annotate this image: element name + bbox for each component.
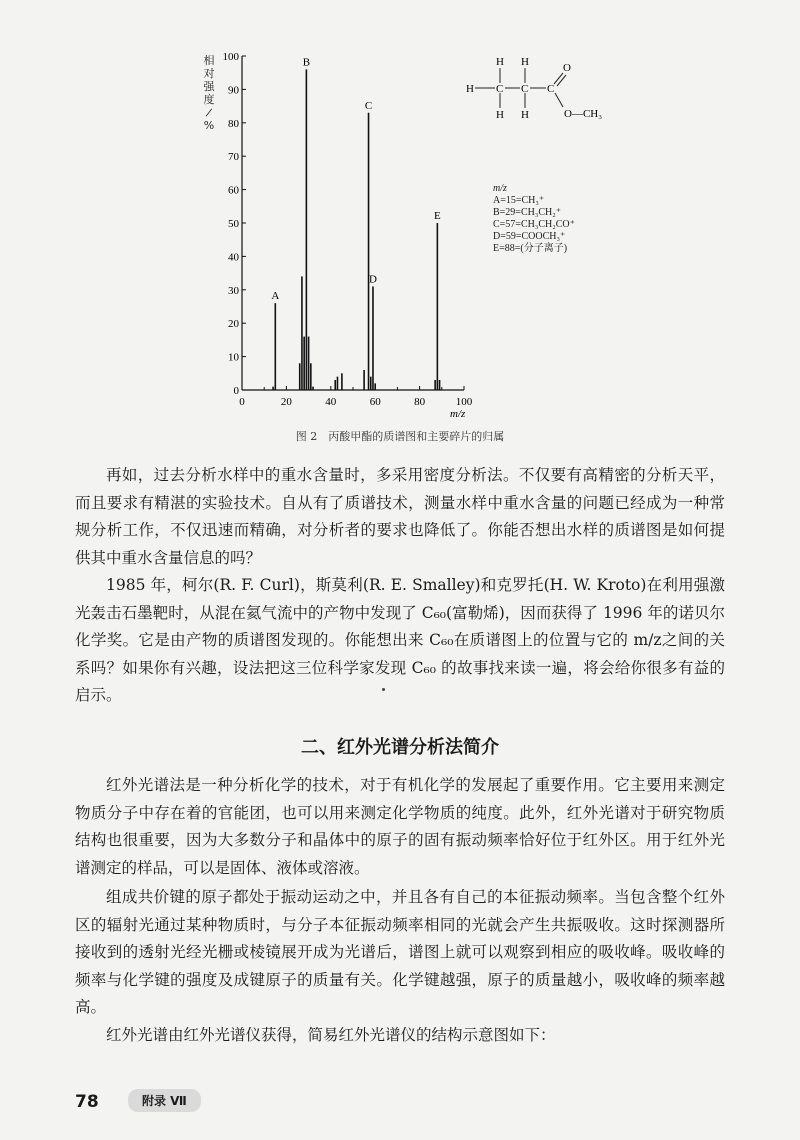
atom-c: C [496,83,504,95]
legend-item: A=15=CH₃⁺ [493,195,545,206]
y-tick-label: 50 [228,218,239,230]
atom-o: O [563,62,571,74]
x-tick-label: 20 [280,396,292,408]
peak-label: B [302,56,311,69]
atom-c: C [521,83,529,95]
y-axis-label-char: % [203,119,215,132]
x-axis-label: m/z [450,408,466,420]
y-tick-label: 10 [228,351,239,364]
section-badge: 附录 Ⅶ [128,1089,201,1112]
paragraph [75,462,725,572]
paragraph [75,884,725,1022]
stray-mark [382,688,385,691]
y-axis-label-char: 强 [203,80,215,93]
y-tick-label: 70 [228,151,239,164]
y-tick-label: 30 [228,284,239,297]
y-axis-label-char: 度 [203,93,215,106]
legend-item: B=29=CH₃CH₂⁺ [493,207,561,218]
atom-h: H [521,56,529,68]
y-tick-label: 60 [228,184,239,197]
double-bond [554,73,563,84]
y-tick-label: 20 [228,318,239,331]
legend-item: C=57=CH₃CH₂CO⁺ [493,219,575,230]
x-tick-label: 60 [369,396,381,408]
peak-label: C [364,99,373,112]
figure-caption: 图 2 丙酸甲酯的质谱图和主要碎片的归属 [295,430,505,443]
paragraph [75,772,725,882]
peak-label: E [433,210,441,222]
atom-h: H [466,83,474,95]
x-tick-label: 0 [239,396,245,408]
paragraph-text: 组成共价键的原子都处于振动运动之中，并且各有自己的本征振动频率。当包含整个红外区的辐射光通过某种物质时，与分子本征振动频率相同的光就会产生共振吸收。这时探测器所接收到的透射光经光栅或棱镜展开成为光谱后，谱图上就可以观察到相应的吸收峰。吸收峰的频率与化学键的强度及成键原子的质量有关。化学键越强，原子的质量越小，吸收峰的频率越高。 [75,888,725,1016]
x-tick-label: 80 [414,396,426,408]
atom-c: C [547,83,555,95]
y-axis-label-char: / [205,105,213,120]
methyl-propanoate-structure [462,55,632,130]
section-heading: 二、红外光谱分析法简介 [301,737,499,758]
bond [555,93,563,107]
paragraph [75,572,725,710]
atom-h: H [521,109,529,121]
atom-h: H [496,56,504,68]
y-tick-label: 0 [233,385,239,397]
double-bond [557,75,566,86]
y-axis-label [201,54,217,132]
paragraph-text: 红外光谱由红外光谱仪获得，简易红外光谱仪的结构示意图如下： [106,1026,556,1044]
peak-label: A [271,290,280,303]
y-tick-label: 40 [228,251,239,264]
x-tick-label: 100 [455,396,473,408]
methoxy-group: O—CH₃ [564,108,603,120]
paragraph-text: 红外光谱法是一种分析化学的技术，对于有机化学的发展起了重要作用。它主要用来测定物质分子中存在着的官能团，也可以用来测定化学物质的纯度。此外，红外光谱对于研究物质结构也很重要，因为大多数分子和晶体中的原子的固有振动频率恰好位于红外区。用于红外光谱测定的样品，可以是固体、液体或溶液。 [75,776,725,877]
legend-item: E=88=(分子离子) [493,243,568,254]
paragraph-text: 1985 年，柯尔(R. F. Curl)，斯莫利(R. E. Smalley)和克罗托(H. W. Kroto)在利用强激光轰击石墨靶时，从混在氦气流中的产物中发现了 C₆₀(富勒烯)，因而获得了 1996 年的诺贝尔化学奖。它是由产物的质谱图发现的。你能想出来 C₆₀在质谱图上的位置与它的 m/z之间的关系吗？如果你有兴趣，设法把这三位科学家发现 C₆₀ 的故事找来读一遍，将会给你很多有益的启示。 [75,576,725,704]
peak-label: D [369,273,377,286]
y-axis-label-char: 相 [203,54,215,67]
paragraph-text: 再如，过去分析水样中的重水含量时，多采用密度分析法。不仅要有高精密的分析天平，而且要求有精湛的实验技术。自从有了质谱技术，测量水样中重水含量的问题已经成为一种常规分析工作，不仅迅速而精确，对分析者的要求也降低了。你能否想出水样的质谱图是如何提供其中重水含量信息的吗？ [75,466,725,567]
y-tick-label: 90 [228,84,239,97]
y-tick-label: 80 [228,117,239,130]
fragment-legend [493,183,575,255]
y-tick-label: 100 [222,51,239,63]
legend-heading: m/z [493,183,507,194]
y-axis-label-char: 对 [203,67,215,80]
page-number: 78 [75,1092,99,1112]
paragraph [75,1022,725,1050]
atom-h: H [496,109,504,121]
legend-item: D=59=COOCH₃⁺ [493,231,566,242]
x-tick-label: 40 [325,396,337,408]
